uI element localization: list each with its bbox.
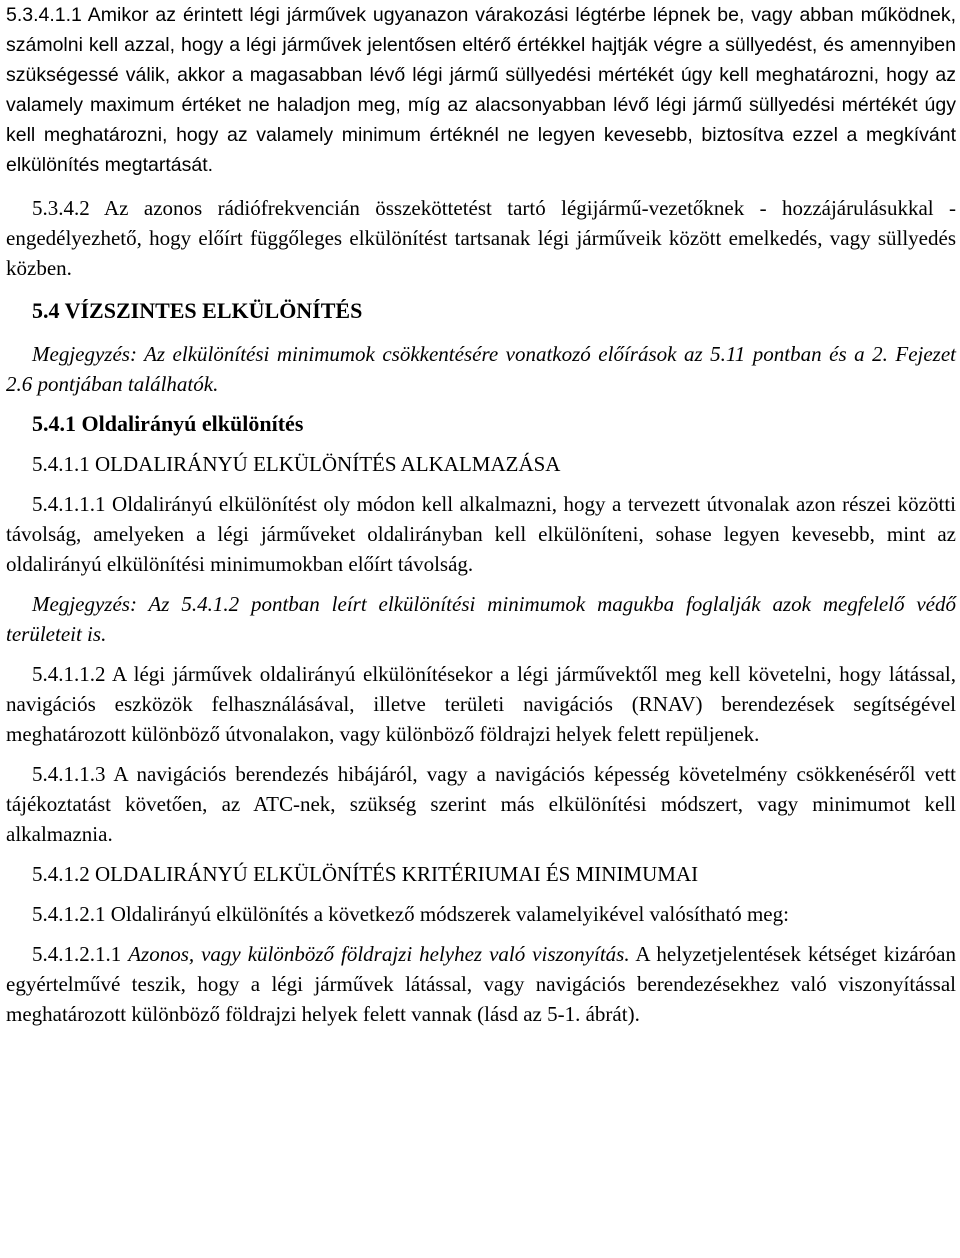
paragraph-number: 5.3.4.1.1 [6, 4, 82, 26]
paragraph-number: 5.4.1.2.1.1 [32, 942, 122, 966]
paragraph-5-4-1-2-1-1 [6, 939, 956, 1029]
paragraph-5-3-4-2: 5.3.4.2 Az azonos rádiófrekvencián összeköttetést tartó légijármű-vezetőknek - hozzájárulásukkal - engedélyezhető, hogy előírt függőleges elkülönítést tartsanak légi járműveik között emelkedés, vagy süllyedés közben. [6, 196, 956, 280]
paragraph-italic-title: Azonos, vagy különböző földrajzi helyhez való viszonyítás. [128, 942, 630, 966]
paragraph-5-4-1-1-1: 5.4.1.1.1 Oldalirányú elkülönítést oly módon kell alkalmazni, hogy a tervezett útvonalak azon részei közötti távolság, amelyeken a légi járműveket oldalirányban kell elkülöníteni, sohase legyen kevesebb, mint az oldalirányú elkülönítési minimumokban előírt távolság. [6, 492, 956, 576]
paragraph-text: Amikor az érintett légi járművek ugyanazon várakozási légtérbe lépnek be, vagy abban működnek, számolni kell azzal, hogy a légi járművek jelentősen eltérő értékkel hajtják végre a süllyedést, és amennyiben szükségessé válik, akkor a magasabban lévő légi jármű süllyedési mértékét úgy kell meghatározni, hogy az valamely maximum értéket ne haladjon meg, míg az alacsonyabban lévő légi jármű süllyedési mértékét úgy kell meghatározni, hogy az valamely minimum értéknél ne legyen kevesebb, biztosítva ezzel a megkívánt elkülönítés megtartását. [6, 4, 957, 176]
paragraph-5-4-1-2-1: 5.4.1.2.1 Oldalirányú elkülönítés a következő módszerek valamelyikével valósítható meg: [32, 902, 789, 926]
note-5-4: Megjegyzés: Az elkülönítési minimumok csökkentésére vonatkozó előírások az 5.11 pontban és a 2. Fejezet 2.6 pontjában találhatók. [6, 342, 956, 396]
heading-5-4-1-2: 5.4.1.2 OLDALIRÁNYÚ ELKÜLÖNÍTÉS KRITÉRIUMAI ÉS MINIMUMAI [32, 862, 699, 886]
heading-5-4-1: 5.4.1 Oldalirányú elkülönítés [32, 411, 304, 436]
heading-5-4-1-1: 5.4.1.1 OLDALIRÁNYÚ ELKÜLÖNÍTÉS ALKALMAZÁSA [32, 452, 561, 476]
paragraph-5-4-1-1-3: 5.4.1.1.3 A navigációs berendezés hibájáról, vagy a navigációs képesség követelmény csökkenéséről vett tájékoztatást követően, az ATC-nek, szükség szerint más elkülönítési módszert, vagy minimumot kell alkalmaznia. [6, 762, 956, 846]
note-5-4-1-1: Megjegyzés: Az 5.4.1.2 pontban leírt elkülönítési minimumok magukba foglalják azok megfelelő védő területeit is. [6, 592, 956, 646]
paragraph-5-4-1-1-2: 5.4.1.1.2 A légi járművek oldalirányú elkülönítésekor a légi járművektől meg kell követelni, hogy látással, navigációs eszközök felhasználásával, illetve területi navigációs (RNAV) berendezések segítségével meghatározott különböző útvonalakon, vagy különböző földrajzi helyek felett repüljenek. [6, 662, 956, 746]
paragraph-text: A helyzetjelentések kétséget kizáróan egyértelművé teszik, hogy a légi járművek látással, vagy navigációs berendezésekhez való viszonyítással meghatározott különböző földrajzi helyek felett vannak (lásd az 5-1. ábrát). [6, 942, 956, 1026]
paragraph-5-3-4-1-1 [6, 0, 956, 180]
heading-5-4: 5.4 VÍZSZINTES ELKÜLÖNÍTÉS [32, 298, 363, 323]
